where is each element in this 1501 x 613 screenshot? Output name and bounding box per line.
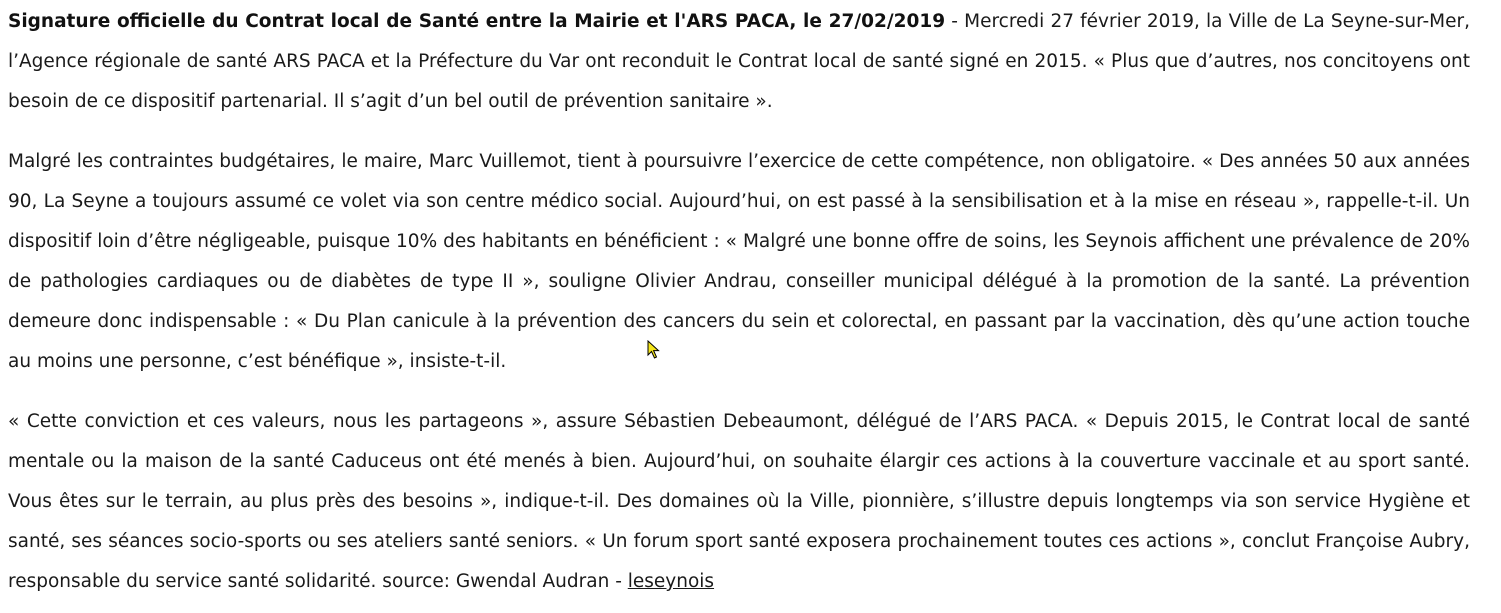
source-link[interactable]: leseynois (627, 571, 715, 592)
paragraph-2-text: Malgré les contraintes budgétaires, le maire, Marc Vuillemot, tient à poursuivre l’exercice de cette compétence, non obligatoire. « Des années 50 aux années 90, La Seyne a toujours assumé ce volet via son centre médico social. Aujourd’hui, on est passé à la sensibilisation et à la mise en réseau », rappelle-t-il. Un dispositif loin d’être négligeable, puisque 10% des habitants en bénéficient : « Malgré une bonne offre de soins, les Seynois affichent une prévalence de 20% de pathologies cardiaques ou de diabètes de type II », souligne Olivier Andrau, conseiller municipal délégué à la promotion de la santé. La prévention demeure donc indispensable : « Du Plan canicule à la prévention des cancers du sein et colorectal, en passant par la vaccination, dès qu’une action touche au moins une personne, c’est bénéfique », insiste-t-il. (8, 151, 1470, 372)
paragraph-3-text: « Cette conviction et ces valeurs, nous les partageons », assure Sébastien Debeaumont, délégué de l’ARS PACA. « Depuis 2015, le Contrat local de santé mentale ou la maison de la santé Caduceus ont été menés à bien. Aujourd’hui, on souhaite élargir ces actions à la couverture vaccinale et au sport santé. Vous êtes sur le terrain, au plus près des besoins », indique-t-il. Des domaines où la Ville, pionnière, s’illustre depuis longtemps via son service Hygiène et santé, ses séances socio-sports ou ses ateliers santé seniors. « Un forum sport santé exposera prochainement toutes ces actions », conclut Françoise Aubry, responsable du service santé solidarité. source: Gwendal Audran - (8, 411, 1470, 592)
paragraph-1-text: Mercredi 27 février 2019, la Ville de La Seyne-sur-Mer, l’Agence régionale de santé ARS PACA et la Préfecture du Var ont reconduit le Contrat local de santé signé en 2015. « Plus que d’autres, nos concitoyens ont besoin de ce dispositif partenarial. Il s’agit d’un bel outil de prévention sanitaire ». (8, 11, 1471, 112)
article-paragraph-1 (8, 2, 1470, 122)
mouse-pointer-icon (647, 340, 661, 360)
article-paragraph-3 (8, 402, 1470, 602)
article-paragraph-2 (8, 142, 1470, 382)
article-title: Signature officielle du Contrat local de Santé entre la Mairie et l'ARS PACA, le 27/02/2019 (8, 11, 946, 32)
article-body (8, 2, 1470, 602)
title-separator: - (945, 11, 965, 32)
